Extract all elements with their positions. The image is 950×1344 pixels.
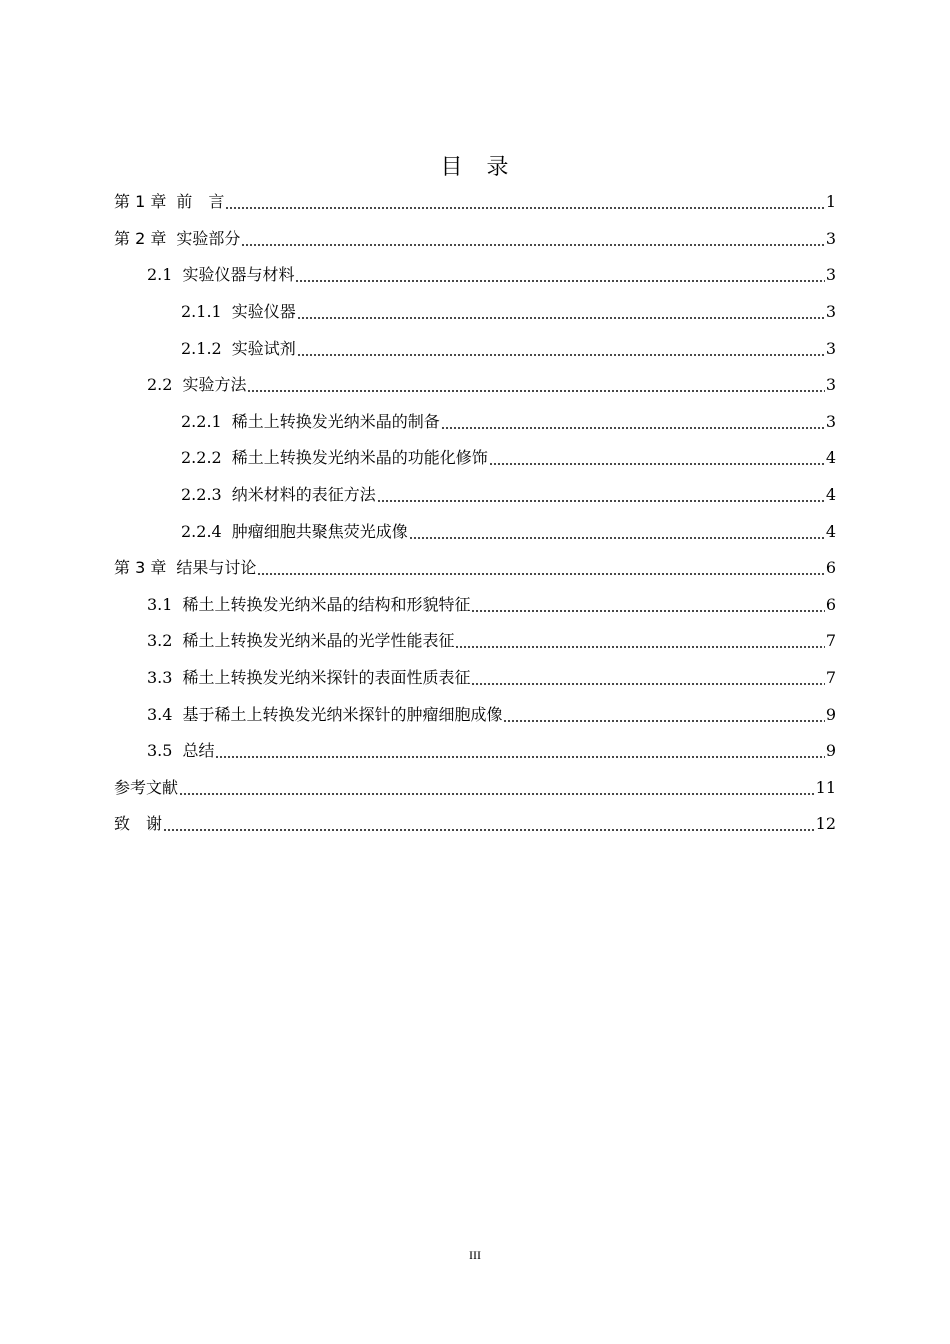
dot-leader <box>489 448 825 468</box>
toc-entry[interactable] <box>114 404 836 441</box>
toc-entry-page: 3 <box>825 338 836 358</box>
toc-entry-title: 参考文献 <box>114 777 179 797</box>
toc-entry-page: 9 <box>825 741 836 761</box>
toc-entry[interactable] <box>114 733 836 770</box>
dot-leader <box>225 192 824 212</box>
toc-entry-title: 实验仪器 <box>231 302 296 322</box>
dot-leader <box>241 229 824 249</box>
toc-entry-title: 实验方法 <box>182 375 247 395</box>
toc-entry[interactable] <box>114 770 836 807</box>
toc-entry-title: 稀土上转换发光纳米晶的结构和形貌特征 <box>182 594 471 614</box>
toc-entry-title: 纳米材料的表征方法 <box>231 485 376 505</box>
dot-leader <box>455 631 824 651</box>
toc-entry[interactable] <box>114 294 836 331</box>
toc-entry-title: 实验试剂 <box>231 338 296 358</box>
toc-list <box>114 184 836 843</box>
toc-entry[interactable] <box>114 221 836 258</box>
toc-entry-page: 6 <box>825 594 836 614</box>
toc-entry-page: 3 <box>825 411 836 431</box>
toc-entry-title: 稀土上转换发光纳米探针的表面性质表征 <box>182 668 471 688</box>
toc-entry[interactable] <box>114 550 836 587</box>
page-number: III <box>469 1248 481 1262</box>
toc-entry[interactable] <box>114 440 836 477</box>
toc-entry-title: 总结 <box>182 741 215 761</box>
toc-entry[interactable] <box>114 477 836 514</box>
toc-entry-page: 6 <box>825 558 836 578</box>
dot-leader <box>215 741 824 761</box>
toc-entry-number: 第 1 章 <box>114 192 167 212</box>
toc-entry[interactable] <box>114 696 836 733</box>
dot-leader <box>471 668 824 688</box>
dot-leader <box>297 339 825 359</box>
toc-entry-title: 稀土上转换发光纳米晶的制备 <box>231 411 440 431</box>
toc-entry-number: 第 3 章 <box>114 558 167 578</box>
toc-entry-page: 11 <box>815 777 836 797</box>
toc-entry-page: 4 <box>825 521 836 541</box>
toc-entry[interactable] <box>114 660 836 697</box>
toc-entry[interactable] <box>114 587 836 624</box>
dot-leader <box>257 558 824 578</box>
toc-entry-page: 12 <box>815 814 836 834</box>
toc-entry-number: 3.4 <box>147 704 173 724</box>
dot-leader <box>163 814 815 834</box>
toc-entry-number: 2.2.4 <box>181 521 222 541</box>
dot-leader <box>409 522 825 542</box>
toc-entry-page: 9 <box>825 704 836 724</box>
toc-entry-number: 3.5 <box>147 741 173 761</box>
toc-entry-page: 3 <box>825 265 836 285</box>
toc-entry-title: 稀土上转换发光纳米晶的光学性能表征 <box>182 631 455 651</box>
toc-entry-title: 稀土上转换发光纳米晶的功能化修饰 <box>231 448 488 468</box>
toc-entry-title: 致 谢 <box>114 814 163 834</box>
toc-entry-number: 2.1.1 <box>181 302 222 322</box>
toc-entry-number: 3.3 <box>147 668 173 688</box>
toc-entry-number: 3.1 <box>147 594 173 614</box>
toc-entry-page: 3 <box>825 228 836 248</box>
dot-leader <box>179 778 815 798</box>
toc-entry-page: 1 <box>825 192 836 212</box>
dot-leader <box>247 375 824 395</box>
toc-entry[interactable] <box>114 257 836 294</box>
toc-entry-title: 实验仪器与材料 <box>182 265 295 285</box>
dot-leader <box>441 412 825 432</box>
toc-entry[interactable] <box>114 184 836 221</box>
toc-entry-title: 结果与讨论 <box>176 558 257 578</box>
toc-entry[interactable] <box>114 367 836 404</box>
toc-entry[interactable] <box>114 330 836 367</box>
toc-entry-number: 3.2 <box>147 631 173 651</box>
toc-entry-title: 基于稀土上转换发光纳米探针的肿瘤细胞成像 <box>182 704 503 724</box>
toc-entry-number: 2.2.2 <box>181 448 222 468</box>
toc-entry-page: 4 <box>825 448 836 468</box>
dot-leader <box>503 705 824 725</box>
toc-entry-number: 2.2.3 <box>181 485 222 505</box>
toc-entry-number: 2.1.2 <box>181 338 222 358</box>
toc-entry[interactable] <box>114 513 836 550</box>
toc-entry-page: 4 <box>825 485 836 505</box>
toc-entry-page: 7 <box>825 668 836 688</box>
toc-entry-number: 2.2 <box>147 375 173 395</box>
toc-entry[interactable] <box>114 806 836 843</box>
toc-entry[interactable] <box>114 623 836 660</box>
dot-leader <box>297 302 825 322</box>
toc-entry-title: 肿瘤细胞共聚焦荧光成像 <box>231 521 408 541</box>
toc-entry-page: 7 <box>825 631 836 651</box>
toc-entry-number: 2.2.1 <box>181 411 222 431</box>
toc-entry-page: 3 <box>825 302 836 322</box>
toc-entry-number: 第 2 章 <box>114 228 167 248</box>
dot-leader <box>471 595 824 615</box>
dot-leader <box>377 485 825 505</box>
toc-entry-number: 2.1 <box>147 265 173 285</box>
dot-leader <box>295 265 824 285</box>
toc-entry-title: 实验部分 <box>176 228 241 248</box>
toc-title: 目 录 <box>440 155 510 180</box>
toc-entry-page: 3 <box>825 375 836 395</box>
toc-entry-title: 前 言 <box>176 192 225 212</box>
